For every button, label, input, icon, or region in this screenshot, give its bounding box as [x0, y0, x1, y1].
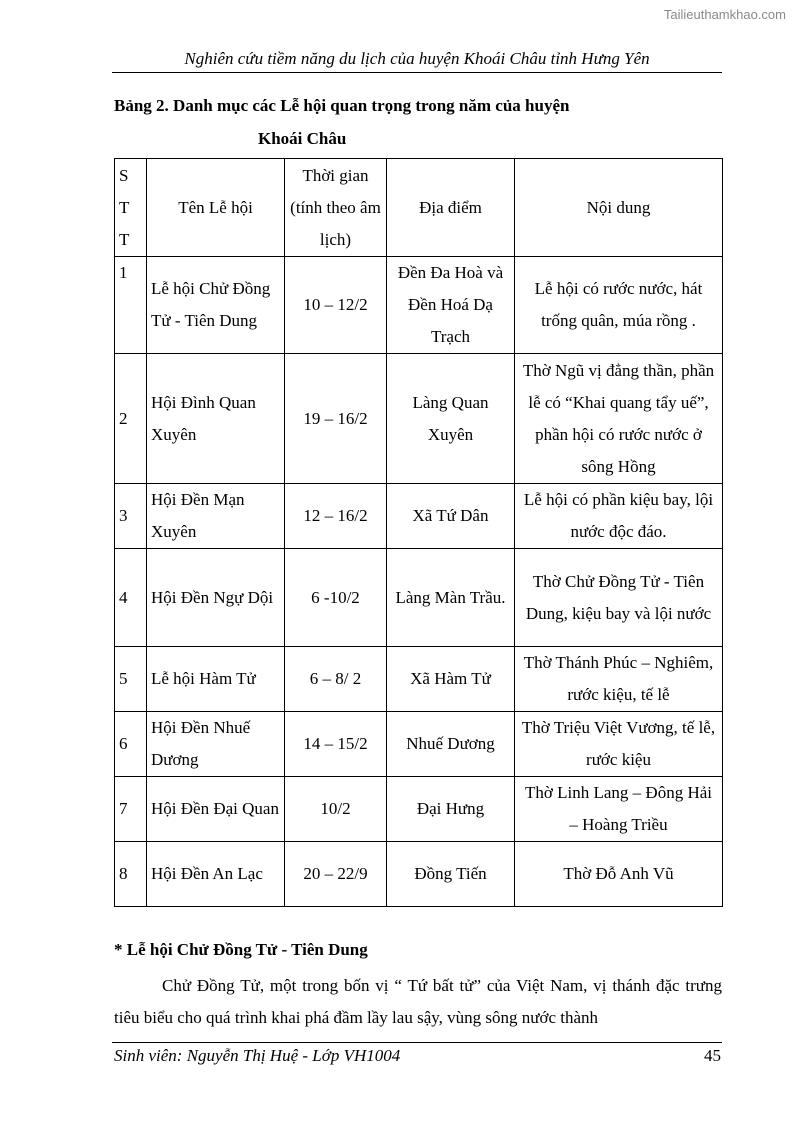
- cell-stt: 4: [115, 549, 147, 647]
- table-header-row: [115, 159, 723, 257]
- cell-time: 12 – 16/2: [285, 484, 387, 549]
- cell-content: Thờ Triệu Việt Vương, tế lễ, rước kiệu: [515, 712, 723, 777]
- cell-stt: 7: [115, 777, 147, 842]
- cell-name: Lễ hội Hàm Tử: [147, 647, 285, 712]
- cell-name: Hội Đền Đại Quan: [147, 777, 285, 842]
- body-paragraph: Chử Đồng Tử, một trong bốn vị “ Tứ bất tử” của Việt Nam, vị thánh đặc trưng tiêu biểu cho quá trình khai phá đầm lầy lau sậy, vùng sông nước thành: [114, 976, 722, 1027]
- cell-stt: 1: [115, 257, 147, 354]
- cell-content: Thờ Đỗ Anh Vũ: [515, 842, 723, 907]
- cell-place: Xã Hàm Tử: [387, 647, 515, 712]
- cell-time: 10/2: [285, 777, 387, 842]
- footer-divider: [112, 1042, 722, 1043]
- cell-content: Thờ Linh Lang – Đông Hải – Hoàng Triều: [515, 777, 723, 842]
- cell-time: 6 – 8/ 2: [285, 647, 387, 712]
- header-stt: [115, 159, 147, 257]
- watermark: Tailieuthamkhao.com: [663, 7, 786, 22]
- table-title: Bảng 2. Danh mục các Lễ hội quan trọng trong năm của huyện: [114, 96, 570, 115]
- cell-content: Thờ Thánh Phúc – Nghiêm, rước kiệu, tế lễ: [515, 647, 723, 712]
- header-stt-t2: T: [119, 229, 130, 249]
- table-row: [115, 777, 723, 842]
- page-number: 45: [704, 1046, 721, 1065]
- header-name: Tên Lễ hội: [147, 159, 285, 257]
- header-time: Thời gian (tính theo âm lịch): [285, 159, 387, 257]
- header-place: Địa điểm: [387, 159, 515, 257]
- cell-name: Hội Đền Nhuế Dương: [147, 712, 285, 777]
- header-stt-t1: T: [119, 197, 130, 217]
- cell-content: Thờ Chử Đồng Tử - Tiên Dung, kiệu bay và lội nước: [515, 549, 723, 647]
- cell-stt: 8: [115, 842, 147, 907]
- table-row: [115, 549, 723, 647]
- cell-place: Đền Đa Hoà và Đền Hoá Dạ Trạch: [387, 257, 515, 354]
- cell-stt: 5: [115, 647, 147, 712]
- cell-stt: 3: [115, 484, 147, 549]
- cell-time: 14 – 15/2: [285, 712, 387, 777]
- cell-name: Hội Đền An Lạc: [147, 842, 285, 907]
- cell-name: Hội Đình Quan Xuyên: [147, 354, 285, 484]
- section-heading: * Lễ hội Chử Đồng Tử - Tiên Dung: [114, 940, 368, 959]
- cell-time: 10 – 12/2: [285, 257, 387, 354]
- cell-name: Hội Đền Mạn Xuyên: [147, 484, 285, 549]
- header-stt-s: S: [119, 165, 129, 185]
- cell-stt: 6: [115, 712, 147, 777]
- table-row: [115, 257, 723, 354]
- cell-place: Xã Tứ Dân: [387, 484, 515, 549]
- table-title-continued: Khoái Châu: [258, 129, 347, 148]
- cell-time: 20 – 22/9: [285, 842, 387, 907]
- table-row: [115, 842, 723, 907]
- cell-time: 19 – 16/2: [285, 354, 387, 484]
- cell-place: Đại Hưng: [387, 777, 515, 842]
- cell-place: Làng Quan Xuyên: [387, 354, 515, 484]
- table-row: [115, 484, 723, 549]
- header-content: Nội dung: [515, 159, 723, 257]
- cell-content: Lễ hội có rước nước, hát trống quân, múa rồng .: [515, 257, 723, 354]
- table-row: [115, 647, 723, 712]
- cell-place: Làng Màn Trầu.: [387, 549, 515, 647]
- cell-name: Hội Đền Ngự Dội: [147, 549, 285, 647]
- cell-content: Thờ Ngũ vị đẳng thần, phần lễ có “Khai quang tẩy uế”, phần hội có rước nước ở sông Hồng: [515, 354, 723, 484]
- festival-table: [114, 158, 723, 907]
- cell-stt: 2: [115, 354, 147, 484]
- running-header: Nghiên cứu tiềm năng du lịch của huyện Khoái Châu tỉnh Hưng Yên: [184, 49, 650, 68]
- cell-time: 6 -10/2: [285, 549, 387, 647]
- table-row: [115, 712, 723, 777]
- cell-place: Đồng Tiến: [387, 842, 515, 907]
- cell-place: Nhuế Dương: [387, 712, 515, 777]
- cell-content: Lễ hội có phần kiệu bay, lội nước độc đáo.: [515, 484, 723, 549]
- table-row: [115, 354, 723, 484]
- footer-author: Sinh viên: Nguyễn Thị Huệ - Lớp VH1004: [114, 1046, 401, 1065]
- cell-name: Lễ hội Chử Đồng Tử - Tiên Dung: [147, 257, 285, 354]
- header-divider: [112, 72, 722, 73]
